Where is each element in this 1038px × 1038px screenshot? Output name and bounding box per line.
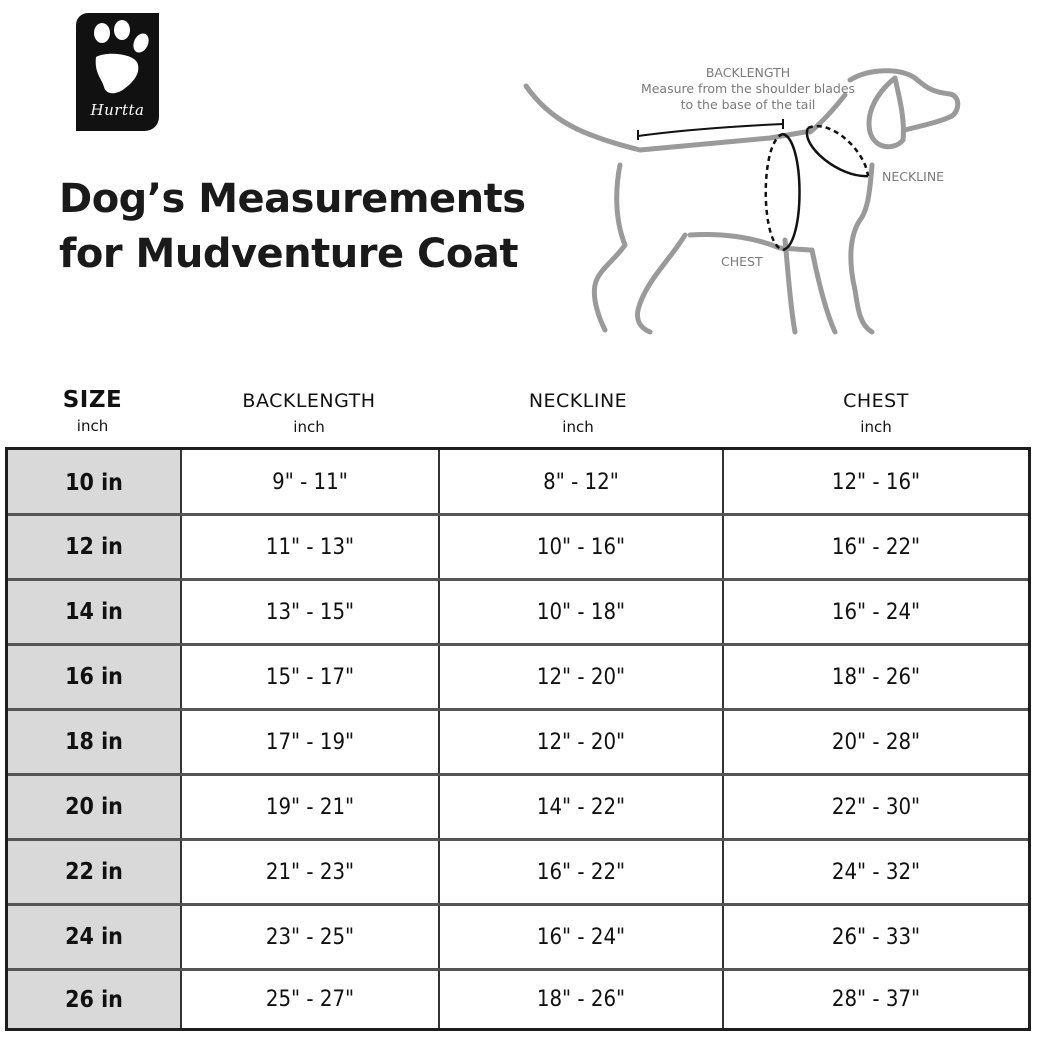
chest-cell: 16" - 24" bbox=[722, 581, 1028, 643]
chest-cell: 28" - 37" bbox=[722, 971, 1028, 1028]
column-header-label: SIZE bbox=[62, 387, 123, 413]
table-row bbox=[8, 516, 1028, 578]
table-row bbox=[8, 581, 1028, 643]
chest-cell: 18" - 26" bbox=[722, 646, 1028, 708]
size-cell: 16 in bbox=[8, 646, 180, 708]
title-line-2: for Mudventure Coat bbox=[59, 231, 518, 277]
backlength-description-line-2: to the base of the tail bbox=[680, 97, 816, 112]
size-chart-table bbox=[5, 447, 1031, 1031]
neckline-cell: 14" - 22" bbox=[438, 776, 722, 838]
neckline-cell: 10" - 18" bbox=[438, 581, 722, 643]
neckline-cell: 10" - 16" bbox=[438, 516, 722, 578]
neckline-label: NECKLINE bbox=[882, 169, 945, 184]
chest-cell: 24" - 32" bbox=[722, 841, 1028, 903]
column-header-backlength bbox=[185, 389, 433, 441]
neckline-cell: 18" - 26" bbox=[438, 971, 722, 1028]
size-cell: 26 in bbox=[8, 971, 180, 1028]
backlength-cell: 11" - 13" bbox=[180, 516, 438, 578]
size-cell: 12 in bbox=[8, 516, 180, 578]
column-header-unit: inch bbox=[293, 418, 325, 436]
page-title bbox=[59, 172, 526, 282]
column-header-label: CHEST bbox=[843, 390, 909, 412]
size-cell: 18 in bbox=[8, 711, 180, 773]
table-row bbox=[8, 971, 1028, 1028]
size-cell: 14 in bbox=[8, 581, 180, 643]
backlength-label: BACKLENGTH bbox=[705, 65, 791, 80]
column-header-label: BACKLENGTH bbox=[242, 390, 376, 412]
size-cell: 10 in bbox=[8, 450, 180, 515]
size-cell: 20 in bbox=[8, 776, 180, 838]
column-header-unit: inch bbox=[860, 418, 892, 436]
title-line-1: Dog’s Measurements bbox=[59, 176, 526, 222]
chest-cell: 26" - 33" bbox=[722, 906, 1028, 968]
neckline-cell: 8" - 12" bbox=[438, 450, 722, 515]
table-row bbox=[8, 711, 1028, 773]
neckline-cell: 16" - 22" bbox=[438, 841, 722, 903]
neckline-cell: 16" - 24" bbox=[438, 906, 722, 968]
table-row bbox=[8, 646, 1028, 708]
chest-cell: 22" - 30" bbox=[722, 776, 1028, 838]
backlength-cell: 17" - 19" bbox=[180, 711, 438, 773]
size-cell: 24 in bbox=[8, 906, 180, 968]
table-row bbox=[8, 450, 1028, 515]
column-header-unit: inch bbox=[562, 418, 594, 436]
backlength-cell: 21" - 23" bbox=[180, 841, 438, 903]
backlength-cell: 9" - 11" bbox=[180, 450, 438, 515]
neckline-cell: 12" - 20" bbox=[438, 711, 722, 773]
table-row bbox=[8, 776, 1028, 838]
size-cell: 22 in bbox=[8, 841, 180, 903]
backlength-cell: 13" - 15" bbox=[180, 581, 438, 643]
backlength-description-line-1: Measure from the shoulder blades bbox=[640, 81, 856, 96]
backlength-cell: 23" - 25" bbox=[180, 906, 438, 968]
table-row bbox=[8, 841, 1028, 903]
brand-logo bbox=[76, 13, 159, 131]
column-header-neckline bbox=[440, 389, 716, 441]
chest-cell: 16" - 22" bbox=[722, 516, 1028, 578]
backlength-cell: 15" - 17" bbox=[180, 646, 438, 708]
backlength-cell: 25" - 27" bbox=[180, 971, 438, 1028]
column-header-chest bbox=[722, 389, 1030, 441]
neckline-cell: 12" - 20" bbox=[438, 646, 722, 708]
brand-name: Hurtta bbox=[90, 101, 145, 119]
dog-measurement-diagram bbox=[520, 50, 1000, 350]
column-header-label: NECKLINE bbox=[528, 390, 628, 412]
column-header-size bbox=[20, 388, 165, 440]
chest-cell: 12" - 16" bbox=[722, 450, 1028, 515]
table-row bbox=[8, 906, 1028, 968]
column-header-unit: inch bbox=[76, 417, 109, 435]
chest-label: CHEST bbox=[721, 254, 763, 269]
backlength-cell: 19" - 21" bbox=[180, 776, 438, 838]
chest-cell: 20" - 28" bbox=[722, 711, 1028, 773]
